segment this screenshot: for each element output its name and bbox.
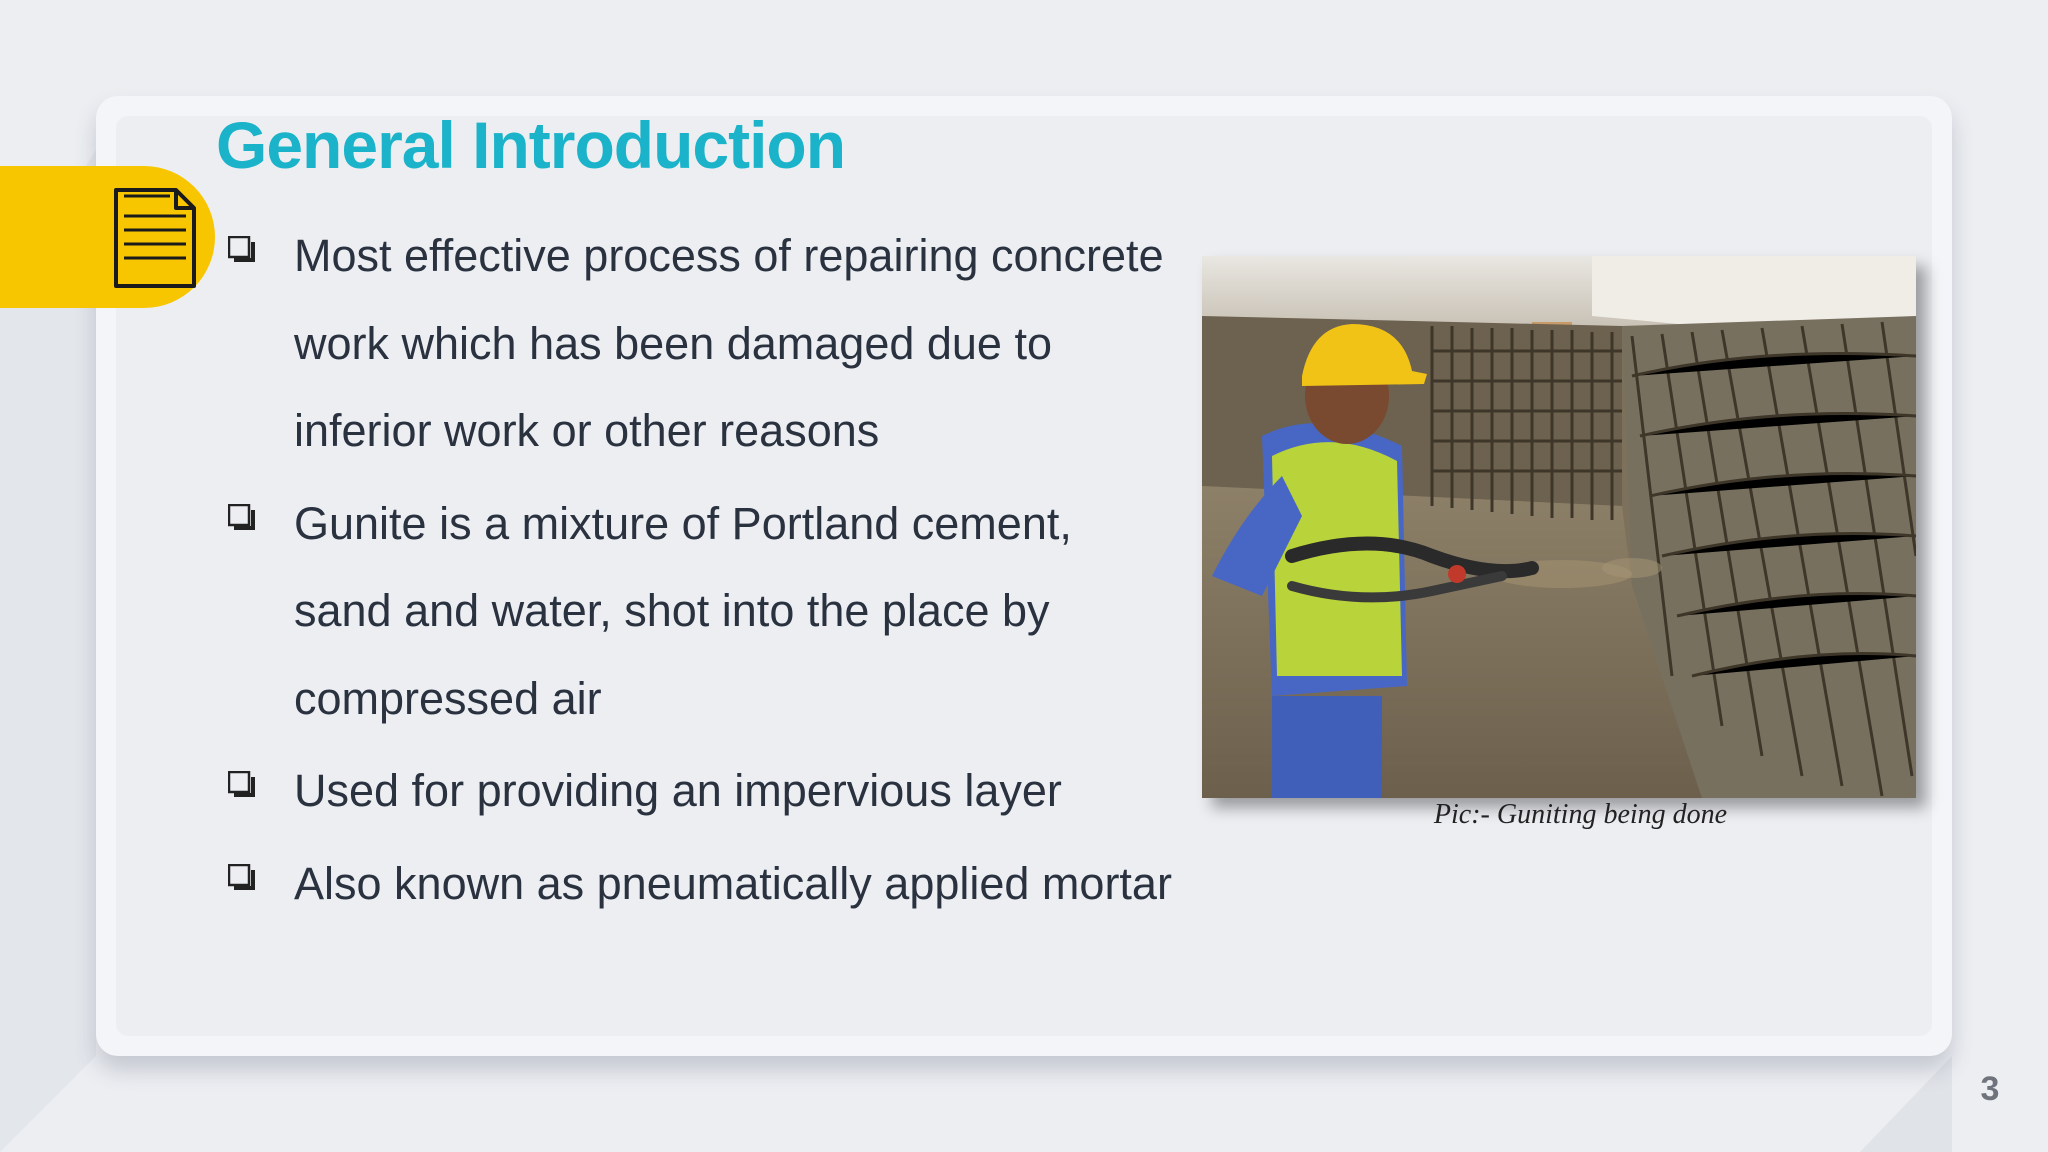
bullet-item — [224, 212, 1174, 475]
document-icon — [112, 186, 198, 290]
bullet-text: Gunite is a mixture of Portland cement, sand and water, shot into the place by compressed air — [294, 497, 1072, 724]
checkbox-square-icon — [228, 504, 256, 532]
slide-title: General Introduction — [216, 108, 846, 182]
bullet-item — [224, 747, 1174, 835]
checkbox-square-icon — [228, 771, 256, 799]
checkbox-square-icon — [228, 864, 256, 892]
bullet-text: Used for providing an impervious layer — [294, 765, 1062, 816]
bullet-item — [224, 840, 1174, 928]
bullet-text: Most effective process of repairing concrete work which has been damaged due to inferior work or other reasons — [294, 230, 1164, 456]
bullet-text: Also known as pneumatically applied mortar — [294, 857, 1172, 909]
guniting-photo — [1202, 256, 1916, 798]
page-number: 3 — [1980, 1070, 2000, 1108]
bullet-item — [224, 480, 1174, 743]
image-caption: Pic:- Guniting being done — [1433, 799, 1728, 830]
checkbox-square-icon — [228, 236, 256, 264]
bullet-list — [224, 212, 1174, 932]
